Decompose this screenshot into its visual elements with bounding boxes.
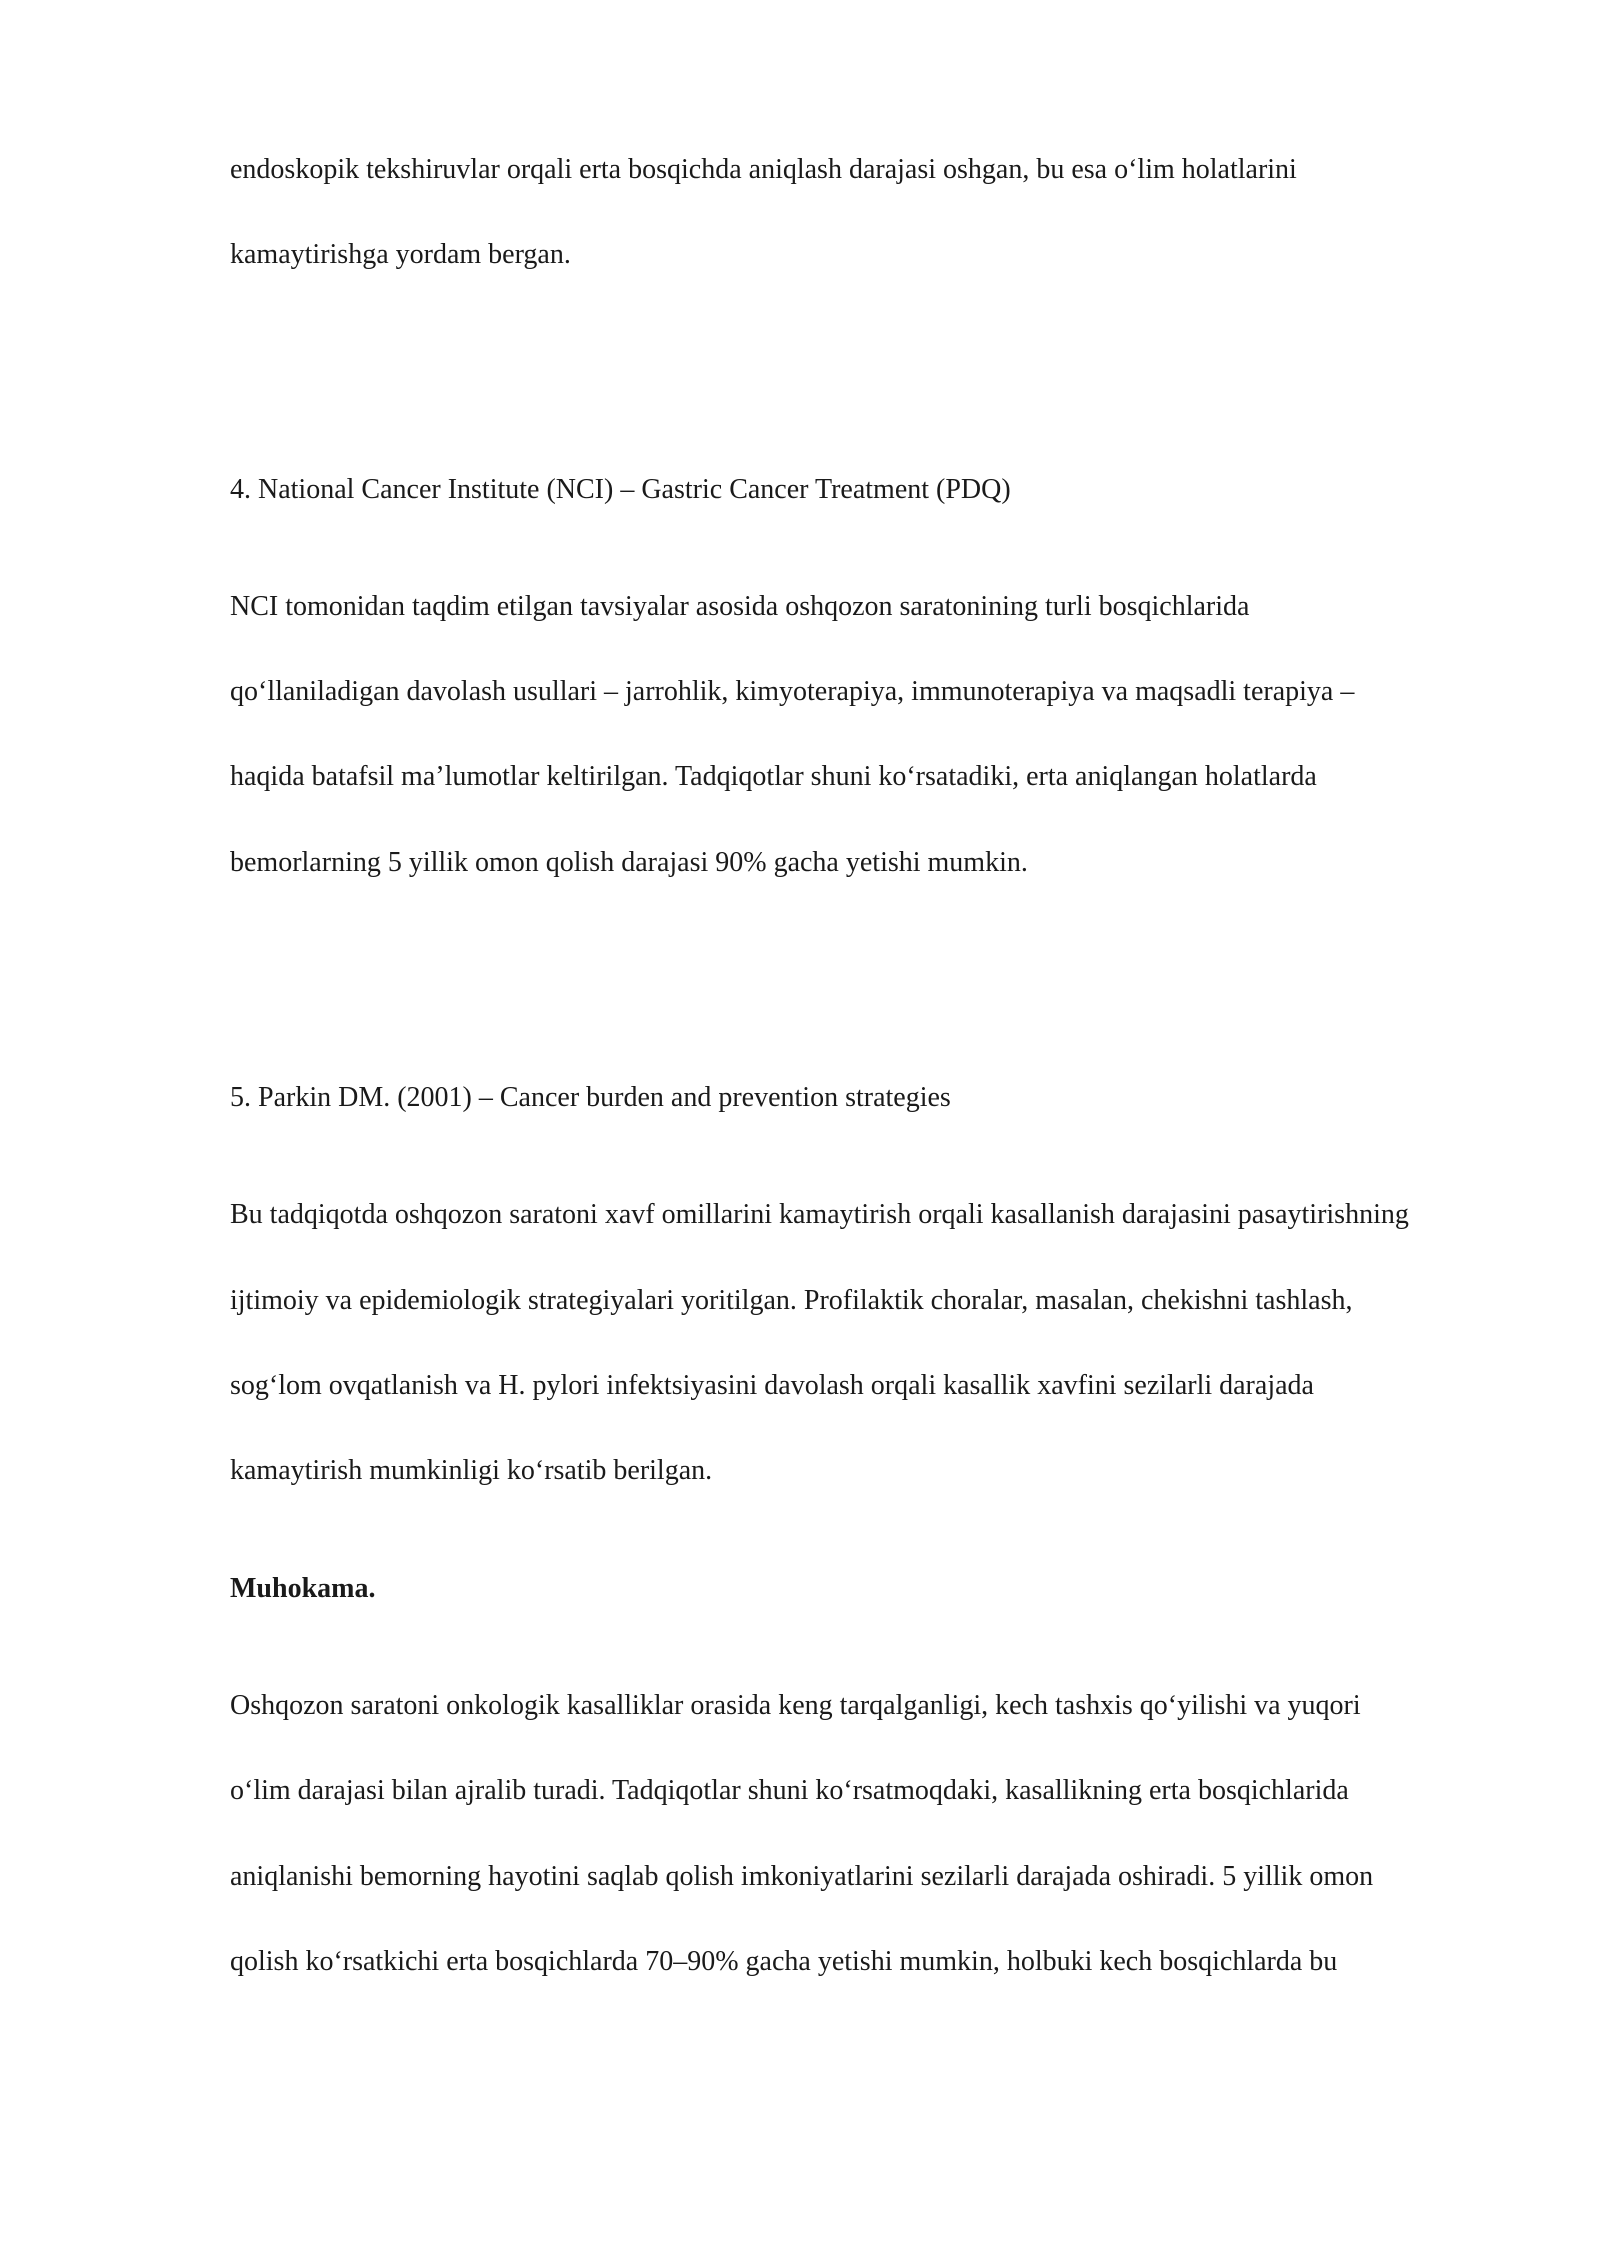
body-text-line: qolish ko‘rsatkichi erta bosqichlarda 70–90% gacha yetishi mumkin, holbuki kech bosqichlarda bu [230,1946,1338,1977]
reference-heading: 5. Parkin DM. (2001) – Cancer burden and prevention strategies [230,1082,951,1113]
body-text-line: bemorlarning 5 yillik omon qolish darajasi 90% gacha yetishi mumkin. [230,847,1028,878]
body-text-line: qo‘llaniladigan davolash usullari – jarrohlik, kimyoterapiya, immunoterapiya va maqsadli terapiya – [230,676,1355,707]
body-text-line: kamaytirish mumkinligi ko‘rsatib berilgan. [230,1455,713,1486]
body-text-line: Bu tadqiqotda oshqozon saratoni xavf omillarini kamaytirish orqali kasallanish darajasini pasaytirishning [230,1199,1409,1230]
body-text-line: haqida batafsil ma’lumotlar keltirilgan. Tadqiqotlar shuni ko‘rsatadiki, erta aniqlangan holatlarda [230,761,1317,792]
body-text-line: ijtimoiy va epidemiologik strategiyalari yoritilgan. Profilaktik choralar, masalan, chekishni tashlash, [230,1285,1353,1316]
body-text-line: NCI tomonidan taqdim etilgan tavsiyalar asosida oshqozon saratonining turli bosqichlarida [230,591,1250,622]
body-text-line: Oshqozon saratoni onkologik kasalliklar orasida keng tarqalganligi, kech tashxis qo‘yilishi va yuqori [230,1690,1361,1721]
body-text-line: kamaytirishga yordam bergan. [230,239,571,270]
body-text-line: aniqlanishi bemorning hayotini saqlab qolish imkoniyatlarini sezilarli darajada oshiradi. 5 yillik omon [230,1861,1374,1892]
reference-heading: 4. National Cancer Institute (NCI) – Gastric Cancer Treatment (PDQ) [230,474,1011,505]
body-text-line: endoskopik tekshiruvlar orqali erta bosqichda aniqlash darajasi oshgan, bu esa o‘lim holatlarini [230,154,1297,185]
section-heading: Muhokama. [230,1573,376,1604]
body-text-line: o‘lim darajasi bilan ajralib turadi. Tadqiqotlar shuni ko‘rsatmoqdaki, kasallikning erta bosqichlarida [230,1775,1349,1806]
body-text-line: sog‘lom ovqatlanish va H. pylori infektsiyasini davolash orqali kasallik xavfini sezilarli darajada [230,1370,1314,1401]
